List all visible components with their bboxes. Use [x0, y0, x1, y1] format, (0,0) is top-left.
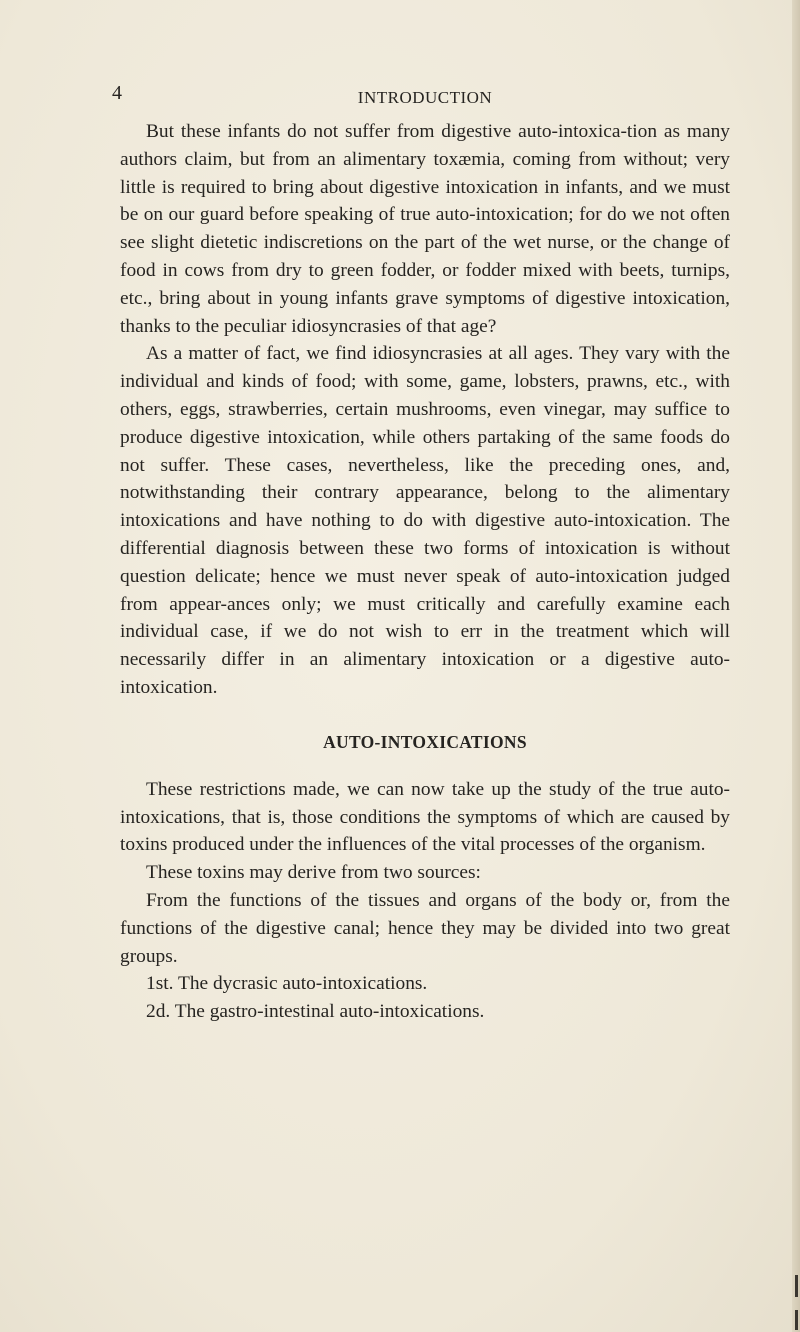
- list-item: 1st. The dycrasic auto-intoxications.: [146, 973, 428, 995]
- section-heading: AUTO-INTOXICATIONS: [323, 731, 527, 752]
- list-item: 2d. The gastro-intestinal auto-intoxications.: [146, 1001, 485, 1023]
- page-number: 4: [112, 82, 122, 104]
- paragraph: From the functions of the tissues and organs of the body or, from the functions of the digestive canal; hence they may be divided into two great groups.: [120, 889, 730, 967]
- running-title: INTRODUCTION: [357, 88, 493, 107]
- body-text: [120, 118, 730, 1026]
- edge-mark: [795, 1310, 798, 1330]
- edge-mark: [795, 1275, 798, 1297]
- paragraph: These restrictions made, we can now take up the study of the true auto-intoxications, that is, those conditions the symptoms of which are caused by toxins produced under the influences of the vital processes of the organism.: [120, 778, 730, 856]
- paragraph: But these infants do not suffer from digestive auto-intoxica-tion as many authors claim, but from an alimentary toxæmia, coming from without; very little is required to bring about digestive intoxication in infants, and we must be on our guard before speaking of true auto-intoxication; for do we not often see slight dietetic indiscretions on the part of the wet nurse, or the change of food in cows from dry to green fodder, or fodder mixed with beets, turnips, etc., bring about in young infants grave symptoms of digestive intoxication, thanks to the peculiar idiosyncrasies of that age?: [120, 121, 730, 337]
- paragraph: These toxins may derive from two sources:: [146, 862, 481, 884]
- paragraph: As a matter of fact, we find idiosyncrasies at all ages. They vary with the individual and kinds of food; with some, game, lobsters, prawns, etc., with others, eggs, strawberries, certain mushrooms, even vinegar, may suffice to produce digestive intoxication, while others partaking of the same foods do not suffer. These cases, nevertheless, like the preceding ones, and, notwithstanding their contrary appearance, belong to the alimentary intoxications and have nothing to do with digestive auto-intoxication. The differential diagnosis between these two forms of intoxication is without question delicate; hence we must never speak of auto-intoxication judged from appear-ances only; we must critically and carefully examine each individual case, if we do not wish to err in the treatment which will necessarily differ in an alimentary intoxication or a digestive auto-intoxication.: [120, 343, 730, 698]
- page-edge-shadow: [792, 0, 800, 1332]
- running-head: [112, 82, 730, 116]
